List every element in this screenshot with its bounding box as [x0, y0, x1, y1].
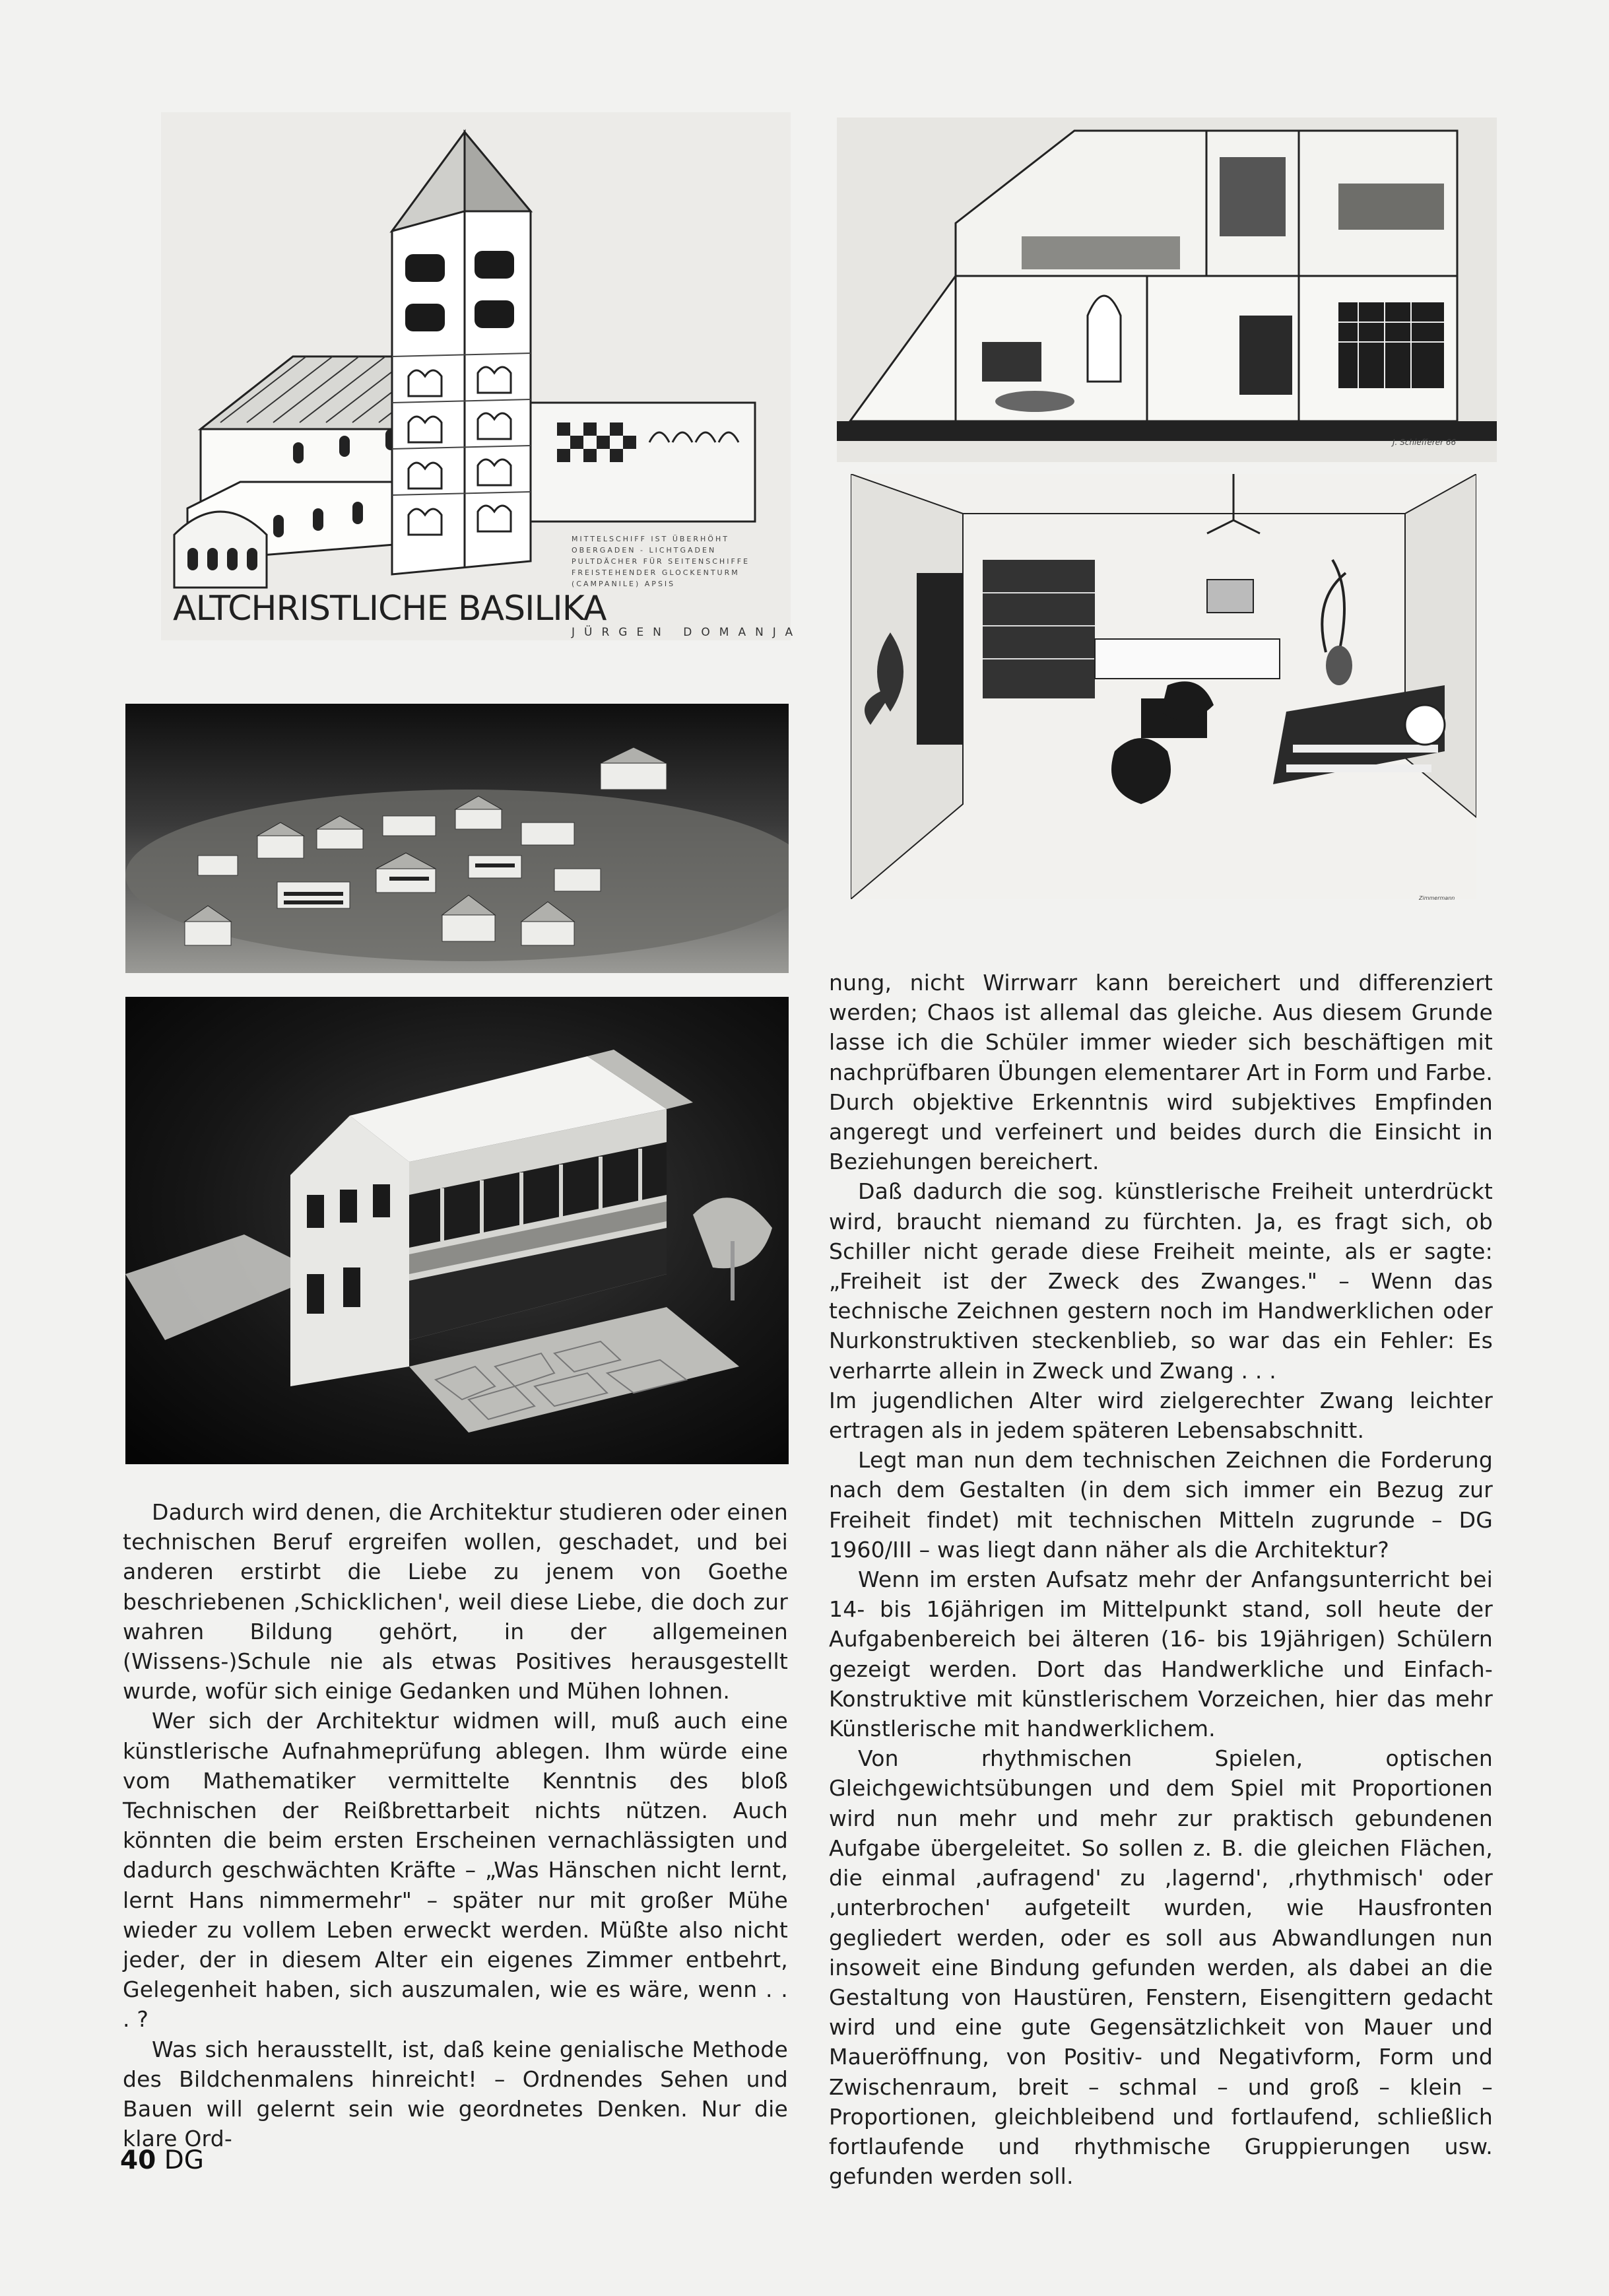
house-model-photo — [125, 997, 789, 1464]
house-section-drawing — [837, 118, 1497, 462]
paragraph: Legt man nun dem technischen Zeichnen die Forderung nach dem Gestalten (in dem sich immer ein Bezug zur Freiheit findet) mit technischen Mitteln zugrunde – DG 1960/III – was liegt dann näher als die Architektur? — [829, 1447, 1493, 1563]
figure-living-room — [851, 474, 1476, 899]
living-room-signature: Zimmermann — [1419, 895, 1455, 901]
paragraph: Von rhythmischen Spielen, optischen Gleichgewichtsübungen und dem Spiel mit Proportionen wird nun mehr und mehr zur praktisch gebundenen Aufgabe übergeleitet. So sollen z. B. die gleichen Flächen, die einmal ‚aufragend' zu ‚lagernd', ‚rhythmisch' oder ‚unterbrochen' aufgeteilt wurden, wie Hausfronten gegliedert werden, oder es soll aus Abwandlungen nun insoweit eine Bindung gefunden werden, als dabei an die Gestaltung von Haustüren, Fenstern, Eisengittern gedacht wird und eine gute Gegensätzlichkeit von Mauer und Maueröffnung, von Positiv- und Negativform, Form und Zwischenraum, breit – schmal – und groß – klein – Proportionen, gleichbleibend und fortlaufend, schließlich fortlaufende und rhythmische Gruppierungen usw. gefunden werden soll. — [829, 1745, 1493, 2190]
paragraph: Im jugendlichen Alter wird zielgerechter Zwang leichter ertragen als in jedem späteren Lebensabschnitt. — [829, 1387, 1493, 1444]
journal-abbrev: DG — [164, 2145, 204, 2175]
basilica-title: ALTCHRISTLICHE BASILIKA — [173, 589, 607, 628]
figure-house-model — [125, 997, 789, 1464]
page-number: 40 — [120, 2145, 156, 2175]
basilica-notes: MITTELSCHIFF IST ÜBERHÖHT OBERGADEN - LICHTGADEN PULTDÄCHER FÜR SEITENSCHIFFE FREISTEHENDER GLOCKENTURM (CAMPANILE) APSIS — [572, 535, 750, 588]
page-folio — [120, 2145, 204, 2175]
figure-village-model — [125, 704, 789, 973]
figure-house-section — [837, 118, 1497, 462]
paragraph: nung, nicht Wirrwarr kann bereichert und differenziert werden; Chaos ist allemal das gleiche. Aus diesem Grunde lasse ich die Schüler immer wieder sich beschäftigen mit nachprüfbaren Übungen elementarer Art in Form und Farbe. Durch objektive Erkenntnis wird subjektives Empfinden angeregt und verfeinert und beides durch die Einsicht in Beziehungen bereichert. — [829, 970, 1493, 1175]
right-text-column — [829, 968, 1493, 2191]
paragraph: Wer sich der Architektur widmen will, muß auch eine künstlerische Aufnahmeprüfung ablegen. Ihm würde eine vom Mathematiker vermittelte Kenntnis des bloß Technischen der Reißbrettarbeit nichts nützen. Auch könnten die beim ersten Erscheinen vernachlässigten und dadurch geschwächten Kräfte – „Was Hänschen nicht lernt, lernt Hans nimmermehr" – später nur mit großer Mühe wieder zu vollem Leben erweckt werden. Müßte also nicht jeder, der in diesem Alter ein eigenes Zimmer entbehrt, Gelegenheit haben, sich auszumalen, wie es wäre, wenn . . . ? — [123, 1708, 788, 2033]
basilica-author: JÜRGEN DOMANJA — [572, 626, 803, 639]
paragraph: Daß dadurch die sog. künstlerische Freiheit unterdrückt wird, braucht niemand zu fürchten. Ja, es fragt sich, ob Schiller nicht gerade diese Freiheit meinte, als er sagte: „Freiheit ist der Zweck des Zwanges." – Wenn das technische Zeichnen gestern noch im Handwerklichen oder Nurkonstruktiven steckenblieb, so war das ein Fehler: Es verharrte allein in Zweck und Zwang . . . — [829, 1178, 1493, 1384]
paragraph: Was sich herausstellt, ist, daß keine genialische Methode des Bildchenmalens hinreicht! – Ordnendes Sehen und Bauen will gelernt sein wie geordnetes Denken. Nur die klare Ord- — [123, 2036, 788, 2152]
paragraph: Wenn im ersten Aufsatz mehr der Anfangsunterricht bei 14- bis 16jährigen im Mittelpunkt stand, soll heute der Aufgabenbereich bei älteren (16- bis 19jährigen) Schülern gezeigt werden. Dort das Handwerkliche und Einfach-Konstruktive mit künstlerischem Vorzeichen, hier das mehr Künstlerische mit handwerklichem. — [829, 1567, 1493, 1742]
living-room-drawing — [851, 474, 1476, 899]
village-model-photo — [125, 704, 789, 973]
house-section-signature: J. Schiefferer 66 — [1393, 438, 1457, 447]
left-text-column — [123, 1497, 788, 2153]
paragraph: Dadurch wird denen, die Architektur studieren oder einen technischen Beruf ergreifen wollen, geschadet, und bei anderen erstirbt die Liebe zu jenem von Goethe beschriebenen ‚Schicklichen', weil diese Liebe, die doch zur wahren Bildung gehört, in der allgemeinen (Wissens-)Schule nie als etwas Positives herausgestellt wurde, wofür sich einige Gedanken und Mühen lohnen. — [123, 1499, 788, 1705]
